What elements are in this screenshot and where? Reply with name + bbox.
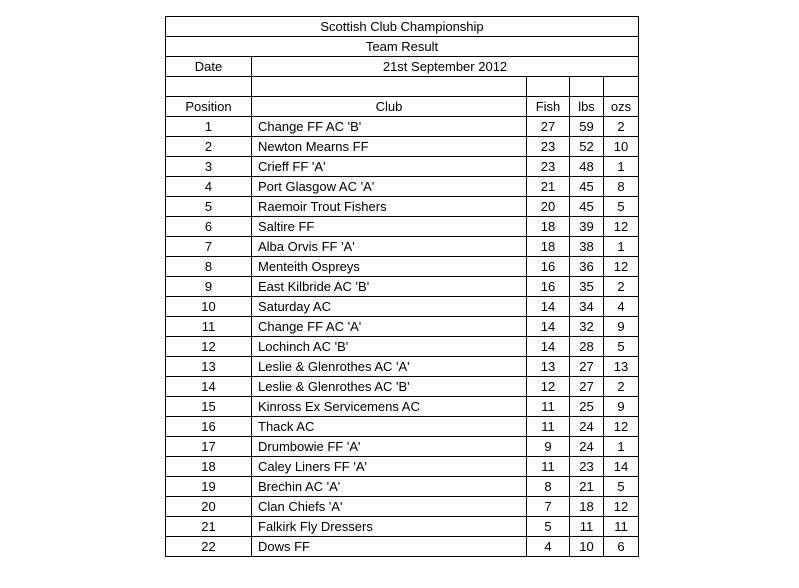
cell-ozs: 5	[604, 197, 639, 217]
cell-lbs: 27	[570, 357, 604, 377]
cell-position: 9	[166, 277, 252, 297]
cell-club: Drumbowie FF 'A'	[252, 437, 527, 457]
cell-fish: 14	[527, 297, 570, 317]
cell-club: Raemoir Trout Fishers	[252, 197, 527, 217]
cell-lbs: 25	[570, 397, 604, 417]
cell-fish: 23	[527, 157, 570, 177]
cell-position: 18	[166, 457, 252, 477]
cell-fish: 23	[527, 137, 570, 157]
cell-ozs: 5	[604, 337, 639, 357]
cell-fish: 18	[527, 217, 570, 237]
cell-fish: 12	[527, 377, 570, 397]
cell-lbs: 45	[570, 197, 604, 217]
cell-ozs: 1	[604, 237, 639, 257]
cell-lbs: 39	[570, 217, 604, 237]
cell-fish: 11	[527, 417, 570, 437]
cell-lbs: 35	[570, 277, 604, 297]
cell-lbs: 38	[570, 237, 604, 257]
cell-position: 13	[166, 357, 252, 377]
cell-lbs: 11	[570, 517, 604, 537]
cell-club: Saltire FF	[252, 217, 527, 237]
cell-lbs: 21	[570, 477, 604, 497]
cell-lbs: 59	[570, 117, 604, 137]
date-value: 21st September 2012	[252, 57, 639, 77]
table-row	[166, 317, 639, 337]
cell-club: Leslie & Glenrothes AC 'A'	[252, 357, 527, 377]
table-row	[166, 277, 639, 297]
cell-fish: 9	[527, 437, 570, 457]
cell-position: 3	[166, 157, 252, 177]
table-row	[166, 197, 639, 217]
cell-fish: 4	[527, 537, 570, 557]
blank-cell	[166, 77, 252, 97]
table-row	[166, 357, 639, 377]
cell-fish: 18	[527, 237, 570, 257]
cell-lbs: 23	[570, 457, 604, 477]
cell-lbs: 24	[570, 437, 604, 457]
table-row	[166, 217, 639, 237]
cell-club: Menteith Ospreys	[252, 257, 527, 277]
cell-ozs: 12	[604, 417, 639, 437]
cell-ozs: 12	[604, 217, 639, 237]
cell-position: 19	[166, 477, 252, 497]
cell-position: 8	[166, 257, 252, 277]
cell-fish: 21	[527, 177, 570, 197]
cell-club: Clan Chiefs 'A'	[252, 497, 527, 517]
cell-position: 10	[166, 297, 252, 317]
cell-ozs: 12	[604, 257, 639, 277]
cell-position: 22	[166, 537, 252, 557]
cell-club: Falkirk Fly Dressers	[252, 517, 527, 537]
header-row	[166, 97, 639, 117]
cell-lbs: 34	[570, 297, 604, 317]
cell-fish: 7	[527, 497, 570, 517]
cell-ozs: 12	[604, 497, 639, 517]
cell-club: Kinross Ex Servicemens AC	[252, 397, 527, 417]
cell-fish: 11	[527, 457, 570, 477]
table-row	[166, 437, 639, 457]
cell-fish: 27	[527, 117, 570, 137]
table-row	[166, 257, 639, 277]
cell-fish: 14	[527, 337, 570, 357]
cell-fish: 20	[527, 197, 570, 217]
cell-club: East Kilbride AC 'B'	[252, 277, 527, 297]
cell-position: 2	[166, 137, 252, 157]
header-position: Position	[166, 97, 252, 117]
header-fish: Fish	[527, 97, 570, 117]
header-ozs: ozs	[604, 97, 639, 117]
cell-position: 7	[166, 237, 252, 257]
date-label: Date	[166, 57, 252, 77]
blank-cell	[527, 77, 570, 97]
table-row	[166, 177, 639, 197]
blank-row	[166, 77, 639, 97]
blank-cell	[604, 77, 639, 97]
cell-ozs: 11	[604, 517, 639, 537]
results-table-body	[166, 17, 639, 557]
cell-lbs: 45	[570, 177, 604, 197]
table-row	[166, 337, 639, 357]
cell-position: 17	[166, 437, 252, 457]
results-table	[165, 16, 639, 557]
cell-club: Dows FF	[252, 537, 527, 557]
cell-ozs: 1	[604, 437, 639, 457]
cell-ozs: 1	[604, 157, 639, 177]
cell-club: Change FF AC 'B'	[252, 117, 527, 137]
table-row	[166, 297, 639, 317]
cell-ozs: 2	[604, 117, 639, 137]
cell-club: Crieff FF 'A'	[252, 157, 527, 177]
cell-position: 5	[166, 197, 252, 217]
table-row	[166, 237, 639, 257]
cell-ozs: 5	[604, 477, 639, 497]
cell-club: Alba Orvis FF 'A'	[252, 237, 527, 257]
cell-lbs: 28	[570, 337, 604, 357]
cell-position: 14	[166, 377, 252, 397]
cell-ozs: 2	[604, 377, 639, 397]
table-row	[166, 497, 639, 517]
table-row	[166, 517, 639, 537]
table-row	[166, 137, 639, 157]
cell-club: Change FF AC 'A'	[252, 317, 527, 337]
cell-club: Newton Mearns FF	[252, 137, 527, 157]
cell-ozs: 9	[604, 317, 639, 337]
table-row	[166, 537, 639, 557]
cell-position: 11	[166, 317, 252, 337]
cell-ozs: 14	[604, 457, 639, 477]
blank-cell	[252, 77, 527, 97]
cell-lbs: 32	[570, 317, 604, 337]
cell-position: 15	[166, 397, 252, 417]
cell-position: 6	[166, 217, 252, 237]
cell-position: 4	[166, 177, 252, 197]
table-row	[166, 117, 639, 137]
cell-fish: 8	[527, 477, 570, 497]
sheet-subtitle: Team Result	[166, 37, 639, 57]
cell-club: Thack AC	[252, 417, 527, 437]
cell-ozs: 10	[604, 137, 639, 157]
cell-club: Port Glasgow AC 'A'	[252, 177, 527, 197]
cell-position: 21	[166, 517, 252, 537]
cell-ozs: 8	[604, 177, 639, 197]
cell-fish: 11	[527, 397, 570, 417]
cell-lbs: 10	[570, 537, 604, 557]
header-club: Club	[252, 97, 527, 117]
cell-position: 16	[166, 417, 252, 437]
subtitle-row	[166, 37, 639, 57]
cell-position: 1	[166, 117, 252, 137]
cell-lbs: 18	[570, 497, 604, 517]
table-row	[166, 157, 639, 177]
cell-club: Caley Liners FF 'A'	[252, 457, 527, 477]
table-row	[166, 477, 639, 497]
date-row	[166, 57, 639, 77]
table-row	[166, 397, 639, 417]
title-row	[166, 17, 639, 37]
sheet-title: Scottish Club Championship	[166, 17, 639, 37]
cell-club: Saturday AC	[252, 297, 527, 317]
cell-lbs: 48	[570, 157, 604, 177]
cell-ozs: 4	[604, 297, 639, 317]
cell-lbs: 27	[570, 377, 604, 397]
header-lbs: lbs	[570, 97, 604, 117]
cell-club: Brechin AC 'A'	[252, 477, 527, 497]
cell-position: 12	[166, 337, 252, 357]
cell-fish: 14	[527, 317, 570, 337]
cell-position: 20	[166, 497, 252, 517]
table-row	[166, 457, 639, 477]
table-row	[166, 417, 639, 437]
table-row	[166, 377, 639, 397]
cell-club: Lochinch AC 'B'	[252, 337, 527, 357]
cell-lbs: 52	[570, 137, 604, 157]
cell-fish: 13	[527, 357, 570, 377]
cell-ozs: 9	[604, 397, 639, 417]
cell-ozs: 13	[604, 357, 639, 377]
cell-ozs: 2	[604, 277, 639, 297]
cell-lbs: 24	[570, 417, 604, 437]
blank-cell	[570, 77, 604, 97]
cell-ozs: 6	[604, 537, 639, 557]
cell-fish: 5	[527, 517, 570, 537]
cell-fish: 16	[527, 257, 570, 277]
cell-club: Leslie & Glenrothes AC 'B'	[252, 377, 527, 397]
cell-lbs: 36	[570, 257, 604, 277]
cell-fish: 16	[527, 277, 570, 297]
